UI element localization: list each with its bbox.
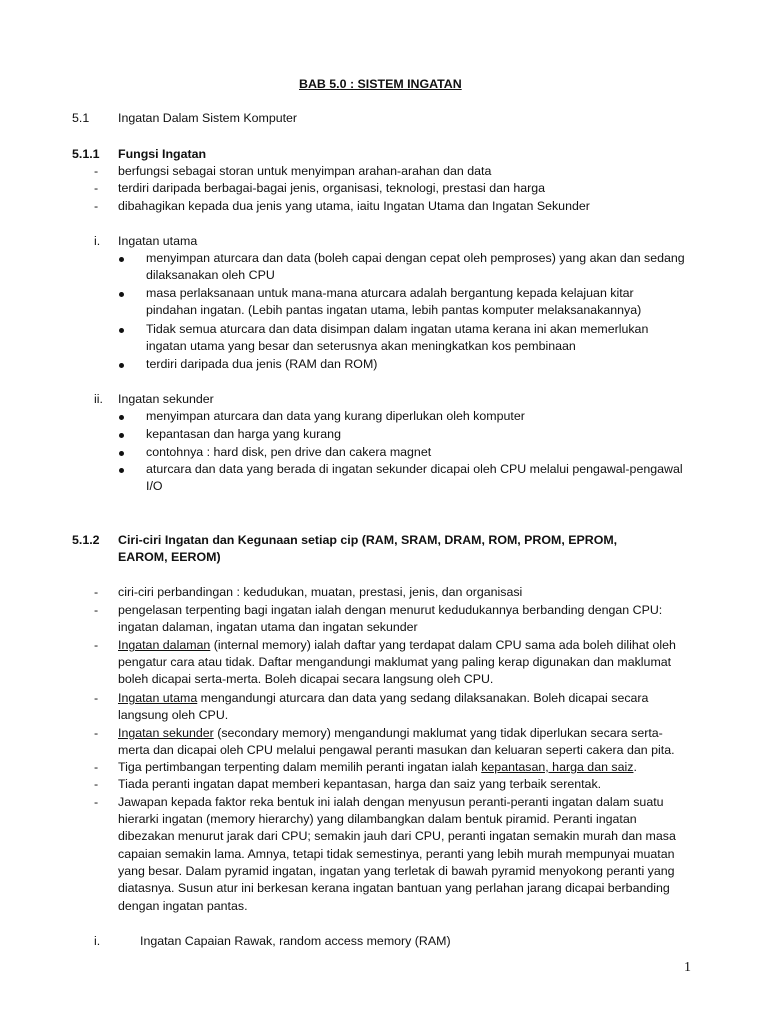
dash-marker: - [94,726,99,740]
list-item: ciri-ciri perbandingan : kedudukan, muatan, prestasi, jenis, dan organisasi [118,585,523,599]
list-item: dibahagikan kepada dua jenis yang utama, iaitu Ingatan Utama dan Ingatan Sekunder [118,199,590,213]
list-item-text: mengandungi aturcara dan data yang sedang dilaksanakan. Boleh dicapai secara [197,691,649,705]
term-ingatan-sekunder: Ingatan sekunder [118,726,214,740]
dash-marker: - [94,585,99,599]
dash-marker: - [94,603,99,617]
dash-marker: - [94,795,99,809]
list-item [118,637,676,654]
section-5-1-1-number: 5.1.1 [72,147,100,161]
list-item-text: . [633,760,637,774]
list-item: merta dan dicapai oleh CPU melalui pengawal peranti masukan dan keluaran seperti cakera dan pita. [118,743,675,757]
bullet-text: contohnya : hard disk, pen drive dan cakera magnet [146,445,432,459]
section-5-1-2-heading-cont: EAROM, EEROM) [118,550,221,564]
list-item: terdiri daripada berbagai-bagai jenis, organisasi, teknologi, prestasi dan harga [118,181,546,195]
page-number: 1 [684,960,691,975]
bullet-icon [119,257,124,262]
subsection-number: i. [94,934,101,948]
list-item-text: (internal memory) ialah daftar yang terdapat dalam CPU sama ada boleh dilihat oleh [210,638,676,652]
bullet-text: Tidak semua aturcara dan data disimpan dalam ingatan utama kerana ini akan memerlukan [146,322,649,336]
list-item: yang besar. Dalam pyramid ingatan, ingatan yang terletak di bawah pyramid menyokong peranti yang [118,864,675,878]
bullet-text: aturcara dan data yang berada di ingatan sekunder dicapai oleh CPU melalui pengawal-pengawal [146,462,683,476]
section-5-1-number: 5.1 [72,111,90,125]
list-item: langsung oleh CPU. [118,708,229,722]
bullet-text: terdiri daripada dua jenis (RAM dan ROM) [146,357,378,371]
bullet-icon [119,292,124,297]
dash-marker: - [94,760,99,774]
list-item: boleh dicapai serta-merta. Boleh dicapai secara langsung oleh CPU. [118,672,494,686]
bullet-text: I/O [146,479,163,493]
dash-marker: - [94,691,99,705]
bullet-text: dilaksanakan oleh CPU [146,268,275,282]
bullet-icon [119,415,124,420]
bullet-icon [119,363,124,368]
list-item: capaian semakin lama. Amnya, tetapi tidak semestinya, peranti yang lebih murah mempunyai muatan [118,847,675,861]
section-5-1-heading: Ingatan Dalam Sistem Komputer [118,111,298,125]
list-item: Jawapan kepada faktor reka bentuk ini ialah dengan menyusun peranti-peranti ingatan dalam suatu [118,795,664,809]
subsection-heading: Ingatan sekunder [118,392,214,406]
term-kepantasan-harga-saiz: kepantasan, harga dan saiz [481,760,634,774]
list-item: Tiada peranti ingatan dapat memberi kepantasan, harga dan saiz yang terbaik serentak. [118,777,602,791]
bullet-text: pindahan ingatan. (Lebih pantas ingatan utama, lebih pantas komputer melaksanakannya) [146,303,642,317]
subsection-number: i. [94,234,101,248]
list-item: diatasnya. Susun atur ini berkesan kerana ingatan bantuan yang perlahan jarang dicapai berbanding [118,881,670,895]
bullet-icon [119,451,124,456]
dash-marker: - [94,777,99,791]
subsection-heading: Ingatan utama [118,234,198,248]
bullet-text: menyimpan aturcara dan data (boleh capai dengan cepat oleh pemproses) yang akan dan sedang [146,251,685,265]
list-item: dengan ingatan pantas. [118,899,248,913]
section-5-1-2-number: 5.1.2 [72,533,100,547]
bullet-icon [119,468,124,473]
list-item: dibezakan menurut jarak dari CPU; semakin jauh dari CPU, peranti ingatan semakin murah dan masa [118,829,676,843]
bullet-text: menyimpan aturcara dan data yang kurang diperlukan oleh komputer [146,409,525,423]
term-ingatan-utama: Ingatan utama [118,691,198,705]
dash-marker: - [94,164,99,178]
subsection-heading: Ingatan Capaian Rawak, random access memory (RAM) [140,934,451,948]
bullet-icon [119,433,124,438]
list-item [118,759,637,776]
list-item: hierarki ingatan (memory hierarchy) yang dilambangkan dalam bentuk piramid. Peranti ingatan [118,812,637,826]
bullet-text: masa perlaksanaan untuk mana-mana aturcara adalah bergantung kepada kelajuan kitar [146,286,634,300]
term-ingatan-dalaman: Ingatan dalaman [118,638,211,652]
list-item [118,725,663,742]
bullet-icon [119,328,124,333]
list-item: berfungsi sebagai storan untuk menyimpan arahan-arahan dan data [118,164,492,178]
bullet-text: ingatan utama yang besar dan seterusnya akan meningkatkan kos pembinaan [146,339,576,353]
list-item: pengelasan terpenting bagi ingatan ialah dengan menurut kedudukannya berbanding dengan CPU: [118,603,663,617]
dash-marker: - [94,181,99,195]
bullet-text: kepantasan dan harga yang kurang [146,427,341,441]
list-item [118,690,648,707]
page-title: BAB 5.0 : SISTEM INGATAN [299,77,462,91]
section-5-1-1-heading: Fungsi Ingatan [118,147,207,161]
list-item-text: Tiga pertimbangan terpenting dalam memilih peranti ingatan ialah [118,760,482,774]
dash-marker: - [94,638,99,652]
list-item: ingatan dalaman, ingatan utama dan ingatan sekunder [118,620,418,634]
list-item: pengatur cara atau tidak. Daftar mengandungi maklumat yang paling kerap digunakan dan maklumat [118,655,672,669]
list-item-text: (secondary memory) mengandungi maklumat yang tidak diperlukan secara serta- [213,726,663,740]
section-5-1-2-heading: Ciri-ciri Ingatan dan Kegunaan setiap cip (RAM, SRAM, DRAM, ROM, PROM, EPROM, [118,533,618,547]
subsection-number: ii. [94,392,103,406]
dash-marker: - [94,199,99,213]
